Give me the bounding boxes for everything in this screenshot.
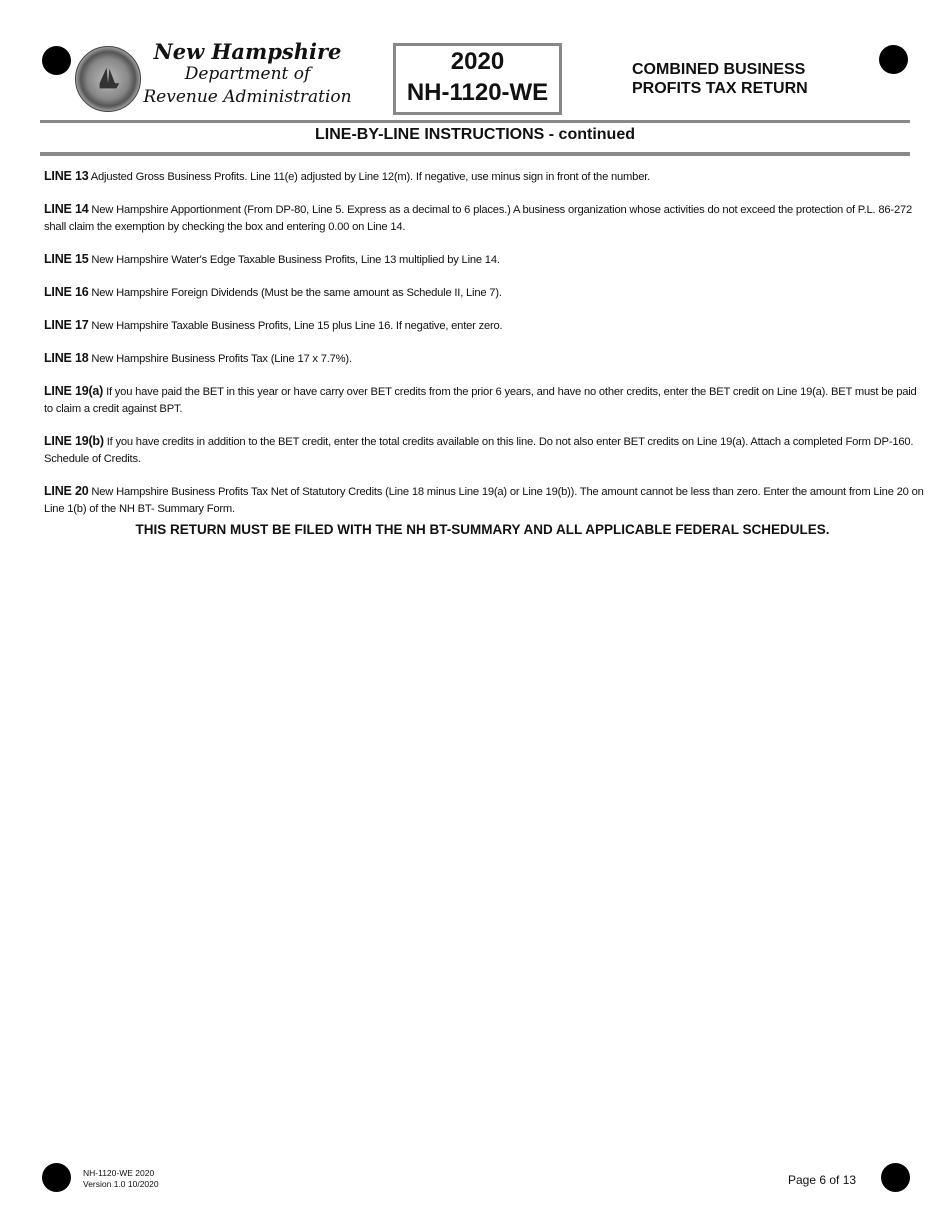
agency-line-2: Department of	[184, 64, 311, 84]
line-label: LINE 19(b)	[44, 434, 104, 448]
line-label: LINE 18	[44, 351, 89, 365]
form-title-line-2: PROFITS TAX RETURN	[632, 80, 808, 97]
line-text: New Hampshire Business Profits Tax Net of Statutory Credits (Line 18 minus Line 19(a) or Line 19(b)). The amount cannot be less than zero. Enter the amount from Line 20 on Line 1(b) of the NH BT- Summary Form.	[44, 486, 924, 515]
instruction-line	[44, 317, 924, 335]
agency-line-3: Revenue Administration	[143, 87, 352, 107]
agency-name: New Hampshire	[153, 39, 342, 64]
filing-notice: THIS RETURN MUST BE FILED WITH THE NH BT-SUMMARY AND ALL APPLICABLE FEDERAL SCHEDULES.	[135, 522, 830, 537]
instruction-line	[44, 483, 924, 518]
agency-name-block	[140, 40, 355, 109]
line-text: If you have credits in addition to the BET credit, enter the total credits available on this line. Do not also enter BET credits on Line 19(a). Attach a completed Form DP-160. Schedule of Credits.	[44, 436, 914, 465]
form-year: 2020	[450, 48, 505, 75]
line-text: New Hampshire Foreign Dividends (Must be the same amount as Schedule II, Line 7).	[91, 287, 502, 299]
form-title-line-1: COMBINED BUSINESS	[632, 61, 806, 78]
registration-mark-bottom-left	[42, 1163, 71, 1192]
line-text: New Hampshire Water's Edge Taxable Business Profits, Line 13 multiplied by Line 14.	[91, 254, 500, 266]
line-label: LINE 14	[44, 202, 89, 216]
instruction-line	[44, 284, 924, 302]
instruction-line	[44, 433, 924, 468]
footer-version: Version 1.0 10/2020	[83, 1179, 159, 1189]
registration-mark-top-left	[42, 46, 71, 75]
registration-mark-bottom-right	[881, 1163, 910, 1192]
registration-mark-top-right	[879, 45, 908, 74]
line-label: LINE 16	[44, 285, 89, 299]
page-number: Page 6 of 13	[788, 1173, 857, 1187]
line-label: LINE 17	[44, 318, 89, 332]
line-text: New Hampshire Taxable Business Profits, Line 15 plus Line 16. If negative, enter zero.	[91, 320, 503, 332]
form-title	[632, 60, 808, 98]
divider-top	[40, 120, 910, 123]
instruction-line	[44, 350, 924, 368]
line-label: LINE 15	[44, 252, 89, 266]
state-seal-logo	[75, 46, 141, 112]
form-id-box	[393, 43, 562, 115]
line-label: LINE 20	[44, 484, 89, 498]
instruction-line	[44, 251, 924, 269]
instruction-line	[44, 383, 924, 418]
section-heading: LINE-BY-LINE INSTRUCTIONS - continued	[315, 126, 635, 143]
line-text: New Hampshire Apportionment (From DP-80, Line 5. Express as a decimal to 6 places.) A business organization whose activities do not exceed the protection of P.L. 86-272 shall claim the exemption by checking the box and entering 0.00 on Line 14.	[44, 204, 913, 233]
footer-form-info	[83, 1168, 159, 1190]
line-label: LINE 19(a)	[44, 384, 104, 398]
footer-form-line: NH-1120-WE 2020	[83, 1168, 155, 1178]
line-label: LINE 13	[44, 169, 89, 183]
divider-bottom	[40, 152, 910, 156]
line-text: New Hampshire Business Profits Tax (Line 17 x 7.7%).	[91, 353, 352, 365]
instruction-line	[44, 201, 924, 236]
instruction-line	[44, 168, 924, 186]
line-text: If you have paid the BET in this year or have carry over BET credits from the prior 6 years, and have no other credits, enter the BET credit on Line 19(a). BET must be paid to claim a credit against BPT.	[44, 386, 917, 415]
instructions-body	[44, 168, 924, 533]
ship-icon	[94, 65, 122, 91]
line-text: Adjusted Gross Business Profits. Line 11(e) adjusted by Line 12(m). If negative, use minus sign in front of the number.	[90, 171, 651, 183]
form-id: NH-1120-WE	[406, 79, 549, 106]
